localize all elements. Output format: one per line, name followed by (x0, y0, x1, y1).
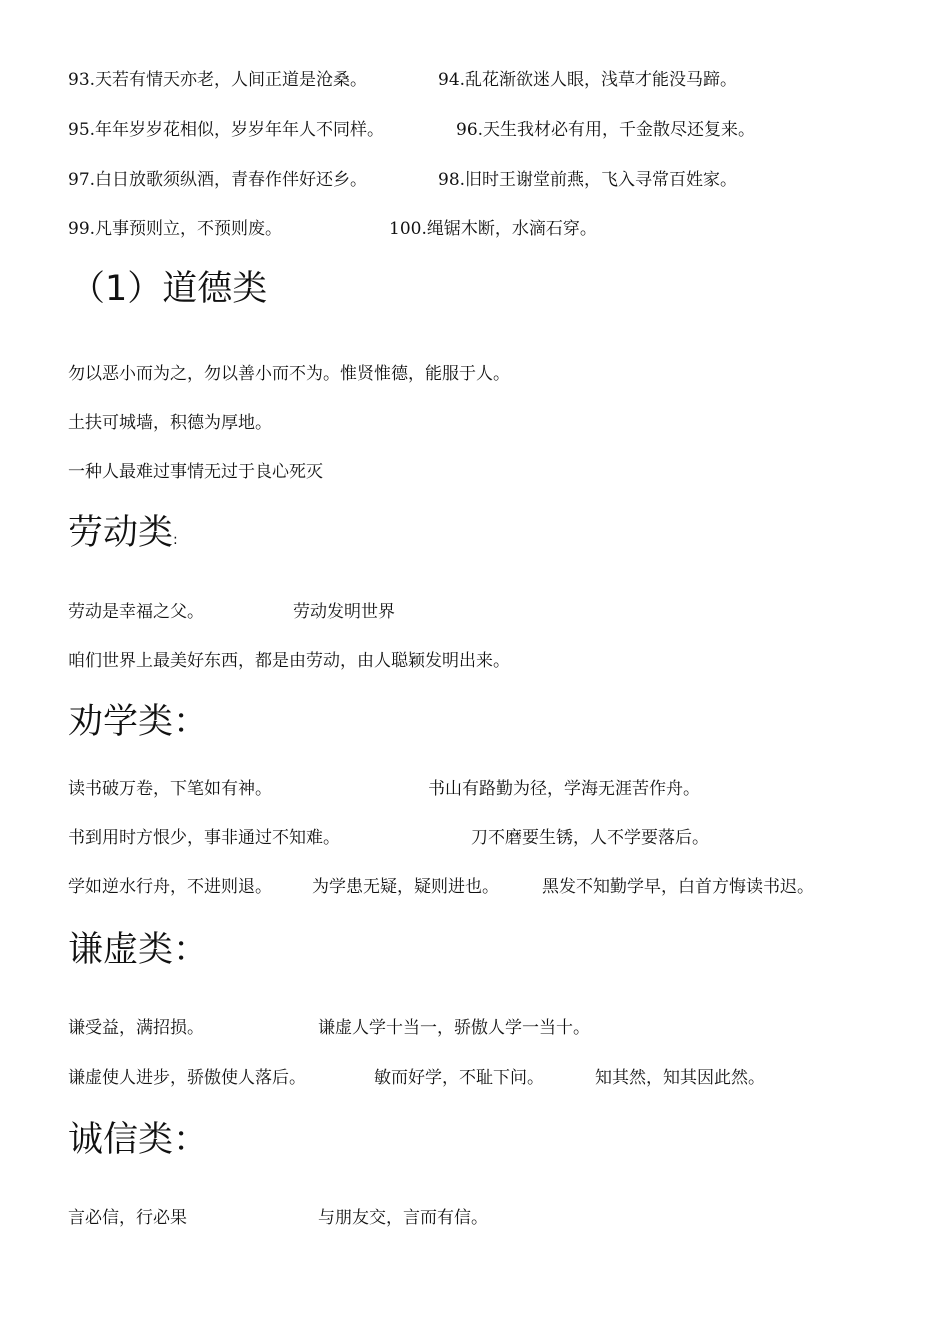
section-heading-study: 劝学类： (68, 702, 209, 742)
modesty-quote: 谦虚使人进步，骄傲使人落后。 (68, 1068, 306, 1088)
poem-100: 100.绳锯木断，水滴石穿。 (389, 219, 597, 239)
honesty-quote: 言必信，行必果 (68, 1208, 187, 1228)
morality-line-1: 勿以恶小而为之，勿以善小而不为。惟贤惟德，能服于人。 (68, 364, 510, 384)
labor-heading-colon: : (173, 532, 178, 548)
poem-99: 99.凡事预则立，不预则废。 (68, 219, 283, 239)
modesty-quote: 知其然，知其因此然。 (595, 1068, 765, 1088)
study-quote: 刀不磨要生锈，人不学要落后。 (471, 828, 709, 848)
modesty-quote: 谦虚人学十当一，骄傲人学一当十。 (318, 1018, 590, 1038)
section-heading-morality: （1）道德类 (70, 269, 268, 309)
morality-line-2: 土扶可城墙，积德为厚地。 (68, 413, 272, 433)
morality-line-3: 一种人最难过事情无过于良心死灭 (68, 462, 323, 482)
modesty-quote: 谦受益，满招损。 (68, 1018, 204, 1038)
labor-quote: 劳动是幸福之父。 (68, 602, 204, 622)
poem-95: 95.年年岁岁花相似，岁岁年年人不同样。 (68, 120, 385, 140)
poem-93: 93.天若有情天亦老，人间正道是沧桑。 (68, 70, 368, 90)
poem-96: 96.天生我材必有用，千金散尽还复来。 (456, 120, 756, 140)
poem-98: 98.旧时王谢堂前燕，飞入寻常百姓家。 (438, 170, 738, 190)
labor-line-2: 咱们世界上最美好东西，都是由劳动，由人聪颖发明出来。 (68, 651, 510, 671)
section-heading-labor (68, 512, 178, 561)
poem-94: 94.乱花渐欲迷人眼，浅草才能没马蹄。 (438, 70, 738, 90)
study-quote: 书到用时方恨少，事非通过不知难。 (68, 828, 340, 848)
study-quote: 为学患无疑，疑则进也。 (312, 877, 499, 897)
section-heading-honesty: 诚信类： (68, 1120, 209, 1160)
section-heading-modesty: 谦虚类： (68, 930, 209, 970)
study-quote: 黑发不知勤学早，白首方悔读书迟。 (542, 877, 814, 897)
study-quote: 读书破万卷，下笔如有神。 (68, 779, 272, 799)
study-quote: 书山有路勤为径，学海无涯苦作舟。 (428, 779, 700, 799)
honesty-quote: 与朋友交，言而有信。 (318, 1208, 488, 1228)
poem-97: 97.白日放歌须纵酒，青春作伴好还乡。 (68, 170, 368, 190)
study-quote: 学如逆水行舟，不进则退。 (68, 877, 272, 897)
labor-heading-text: 劳动类 (68, 513, 174, 553)
labor-quote: 劳动发明世界 (293, 602, 395, 622)
modesty-quote: 敏而好学，不耻下问。 (374, 1068, 544, 1088)
